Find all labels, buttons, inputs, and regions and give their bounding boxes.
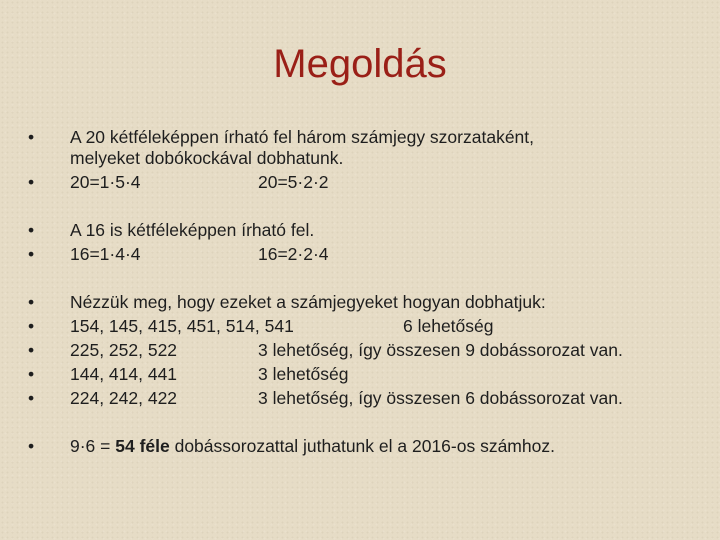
list-item-text: 154, 145, 415, 451, 514, 541 (70, 316, 294, 336)
bullet-icon: • (28, 127, 35, 147)
list-item-column2: 16=2·2·4 (258, 244, 329, 264)
list-item-column2: 20=5·2·2 (258, 172, 329, 192)
bullet-icon: • (28, 436, 35, 456)
list-item-column2: 6 lehetőség (403, 316, 494, 336)
list-item-text: 224, 242, 422 (70, 388, 178, 408)
list-item-text (70, 436, 555, 456)
slide-title: Megoldás (273, 42, 447, 86)
list-item-text: melyeket dobókockával dobhatunk. (70, 148, 344, 168)
result-prefix: 9·6 = (70, 436, 116, 456)
list-item-text: A 16 is kétféleképpen írható fel. (70, 220, 315, 240)
result-suffix: dobássorozattal juthatunk el a 2016-os számhoz. (169, 436, 555, 456)
list-item-text: 144, 414, 441 (70, 364, 178, 384)
bullet-icon: • (28, 340, 35, 360)
bullet-icon: • (28, 172, 35, 192)
bullet-icon: • (28, 220, 35, 240)
list-item-text: 16=1·4·4 (70, 244, 141, 264)
list-item-column2: 3 lehetőség, így összesen 6 dobássorozat van. (258, 388, 623, 408)
list-item-column2: 3 lehetőség, így összesen 9 dobássorozat van. (258, 340, 623, 360)
list-item-text: 225, 252, 522 (70, 340, 178, 360)
list-item-text: 20=1·5·4 (70, 172, 141, 192)
list-item-text: A 20 kétféleképpen írható fel három számjegy szorzataként, (70, 127, 535, 147)
bullet-icon: • (28, 244, 35, 264)
bullet-icon: • (28, 316, 35, 336)
bullet-icon: • (28, 292, 35, 312)
list-item-column2: 3 lehetőség (258, 364, 349, 384)
result-bold: 54 féle (115, 436, 170, 456)
bullet-icon: • (28, 388, 35, 408)
bullet-icon: • (28, 364, 35, 384)
list-item-text: Nézzük meg, hogy ezeket a számjegyeket hogyan dobhatjuk: (70, 292, 546, 312)
